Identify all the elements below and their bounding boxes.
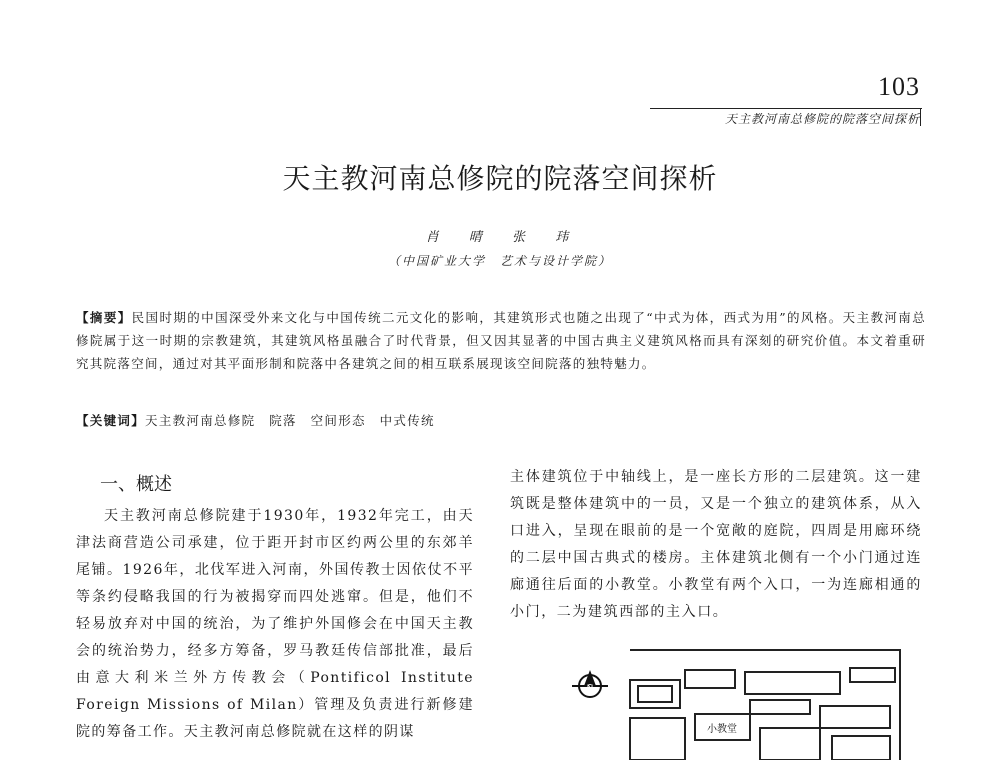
- keywords: [76, 409, 926, 432]
- section-heading: 一、概述: [100, 474, 172, 495]
- article-title: 天主教河南总修院的院落空间探析: [282, 162, 718, 195]
- page-number: 103: [878, 72, 920, 101]
- keywords-label: 【关键词】: [76, 413, 146, 428]
- body-paragraph-left: 天主教河南总修院建于1930年，1932年完工，由天津法商营造公司承建，位于距开封市区约两公里的东郊羊尾铺。1926年，北伐军进入河南，外国传教士因依仗不平等条约侵略我国的行为被揭穿而四处逃窜。但是，他们不轻易放弃对中国的统治，为了维护外国修会在中国天主教会的统治势力，经多方筹备，罗马教廷传信部批准，最后由意大利米兰外方传教会（Pontificol Institute Foreign Missions of Milan）管理及负责进行新修建院的筹备工作。天主教河南总修院就在这样的阴谋: [76, 508, 474, 740]
- label-small-church: 小教堂: [707, 724, 737, 735]
- abstract: [76, 306, 926, 375]
- north-symbol: N: [586, 684, 594, 694]
- site-plan-figure: [570, 640, 930, 760]
- running-head-tick: [920, 108, 921, 126]
- body-paragraph-right: 主体建筑位于中轴线上，是一座长方形的二层建筑。这一建筑既是整体建筑中的一员，又是一个独立的建筑体系，从入口进入，呈现在眼前的是一个宽敞的庭院，四周是用廊环绕的二层中国古典式的楼房。主体建筑北侧有一个小门通过连廊通往后面的小教堂。小教堂有两个入口，一为连廊相通的小门，二为建筑西部的主入口。: [510, 469, 922, 620]
- authors: 肖 晴 张 玮: [425, 230, 575, 245]
- keywords-text: 天主教河南总修院 院落 空间形态 中式传统: [145, 413, 435, 428]
- running-head: 天主教河南总修院的院落空间探析: [724, 112, 920, 126]
- abstract-label: 【摘要】: [76, 310, 132, 325]
- abstract-text: 民国时期的中国深受外来文化与中国传统二元文化的影响，其建筑形式也随之出现了“中式为体，西式为用”的风格。天主教河南总修院属于这一时期的宗教建筑，其建筑风格虽融合了时代背景，但又因其显著的中国古典主义建筑风格而具有深刻的研究价值。本文着重研究其院落空间，通过对其平面形制和院落中各建筑之间的相互联系展现该空间院落的独特魅力。: [76, 310, 926, 371]
- plan-drawing: [630, 650, 900, 760]
- north-arrow-icon: [572, 670, 608, 697]
- affiliation: （中国矿业大学 艺术与设计学院）: [387, 254, 612, 268]
